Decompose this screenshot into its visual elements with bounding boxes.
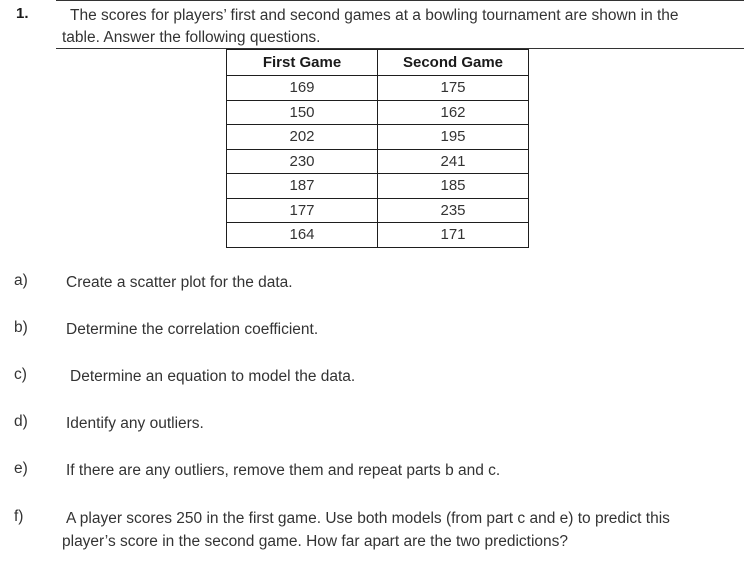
part-b-label: b) bbox=[14, 319, 28, 336]
table-row bbox=[227, 125, 529, 150]
first-game-score: 187 bbox=[227, 174, 378, 199]
question-number: 1. bbox=[16, 5, 29, 22]
first-game-score: 230 bbox=[227, 149, 378, 174]
column-header-first-game: First Game bbox=[227, 50, 378, 76]
first-game-score: 177 bbox=[227, 198, 378, 223]
table-header-row bbox=[227, 50, 529, 76]
question-intro bbox=[62, 5, 732, 49]
part-e-text: If there are any outliers, remove them and repeat parts b and c. bbox=[66, 462, 501, 479]
table-row bbox=[227, 100, 529, 125]
question-intro-line-1: The scores for players’ first and second games at a bowling tournament are shown in the bbox=[70, 7, 679, 24]
second-game-score: 171 bbox=[378, 223, 529, 248]
table-row bbox=[227, 174, 529, 199]
part-c-text: Determine an equation to model the data. bbox=[70, 368, 356, 385]
second-game-score: 162 bbox=[378, 100, 529, 125]
second-game-score: 195 bbox=[378, 125, 529, 150]
second-game-score: 235 bbox=[378, 198, 529, 223]
second-game-score: 175 bbox=[378, 76, 529, 101]
question-intro-line-2: table. Answer the following questions. bbox=[62, 29, 321, 46]
part-d-label: d) bbox=[14, 413, 28, 430]
part-b-text: Determine the correlation coefficient. bbox=[66, 321, 319, 338]
first-game-score: 202 bbox=[227, 125, 378, 150]
part-f-text-line-2: player’s score in the second game. How far apart are the two predictions? bbox=[62, 533, 569, 550]
part-e-label: e) bbox=[14, 460, 28, 477]
table-row bbox=[227, 198, 529, 223]
column-header-second-game: Second Game bbox=[378, 50, 529, 76]
first-game-score: 164 bbox=[227, 223, 378, 248]
part-c-label: c) bbox=[14, 366, 27, 383]
first-game-score: 169 bbox=[227, 76, 378, 101]
second-game-score: 241 bbox=[378, 149, 529, 174]
first-game-score: 150 bbox=[227, 100, 378, 125]
table-row bbox=[227, 76, 529, 101]
table-row bbox=[227, 223, 529, 248]
second-game-score: 185 bbox=[378, 174, 529, 199]
part-a-text: Create a scatter plot for the data. bbox=[66, 274, 293, 291]
part-a-label: a) bbox=[14, 272, 28, 289]
part-d-text: Identify any outliers. bbox=[66, 415, 204, 432]
table-row bbox=[227, 149, 529, 174]
part-f-text-line-1: A player scores 250 in the first game. Use both models (from part c and e) to predict this bbox=[66, 510, 670, 527]
part-f-label: f) bbox=[14, 508, 24, 525]
top-divider bbox=[56, 0, 744, 1]
scores-table bbox=[226, 49, 529, 248]
